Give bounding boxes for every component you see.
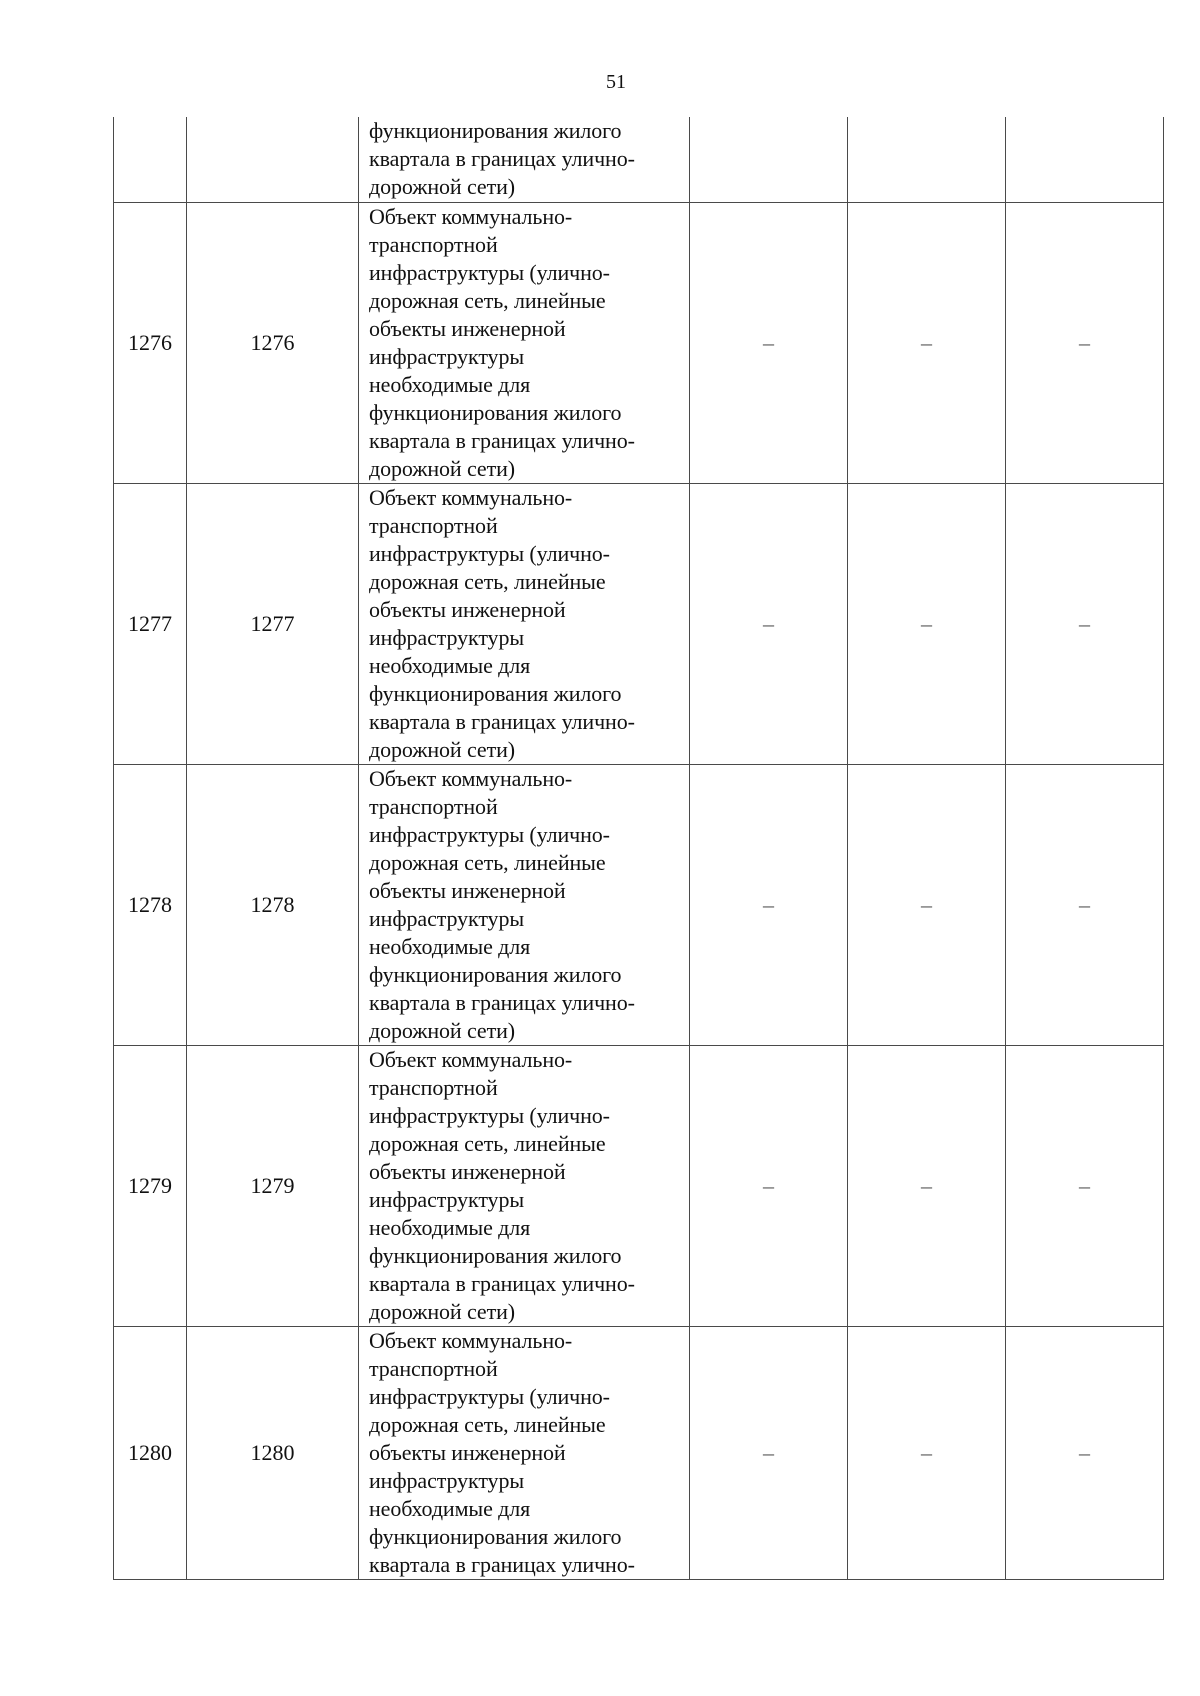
description-line: квартала в границах улично- xyxy=(369,1551,635,1577)
description-line: дорожная сеть, линейные xyxy=(369,1411,606,1437)
cell-col5: – xyxy=(848,1045,1006,1326)
description-line: объекты инженерной xyxy=(369,596,566,622)
description-line: транспортной xyxy=(369,231,498,257)
cell-col6: – xyxy=(1006,1045,1164,1326)
cell-col1: 1280 xyxy=(114,1326,187,1579)
cell-col6: – xyxy=(1006,764,1164,1045)
cell-col6: – xyxy=(1006,1326,1164,1579)
description-line: Объект коммунально- xyxy=(369,1327,573,1353)
cell-col6 xyxy=(1006,117,1164,202)
description-line: функционирования жилого xyxy=(369,1242,622,1268)
cell-col2: 1278 xyxy=(187,764,359,1045)
description-line: объекты инженерной xyxy=(369,1158,566,1184)
description-line: объекты инженерной xyxy=(369,877,566,903)
table-row xyxy=(114,764,1164,1045)
description-line: дорожной сети) xyxy=(369,455,516,481)
description-line: инфраструктуры xyxy=(369,905,525,931)
data-table xyxy=(113,117,1164,1580)
cell-col4: – xyxy=(690,1326,848,1579)
description-line: квартала в границах улично- xyxy=(369,989,635,1015)
description-line: транспортной xyxy=(369,793,498,819)
description-line: дорожная сеть, линейные xyxy=(369,849,606,875)
description-line: инфраструктуры (улично- xyxy=(369,821,610,847)
cell-col5: – xyxy=(848,483,1006,764)
description-line: необходимые для xyxy=(369,1495,531,1521)
table-row-continuation xyxy=(114,117,1164,202)
cell-col1: 1279 xyxy=(114,1045,187,1326)
cell-col2: 1279 xyxy=(187,1045,359,1326)
cell-description xyxy=(359,202,690,483)
cell-description xyxy=(359,483,690,764)
table-row xyxy=(114,202,1164,483)
description-line: квартала в границах улично- xyxy=(369,1270,635,1296)
description-line: дорожной сети) xyxy=(369,736,516,762)
description-line: транспортной xyxy=(369,512,498,538)
cell-col2 xyxy=(187,117,359,202)
cell-col5 xyxy=(848,117,1006,202)
cell-col1: 1276 xyxy=(114,202,187,483)
description-line: объекты инженерной xyxy=(369,1439,566,1465)
cell-col2: 1280 xyxy=(187,1326,359,1579)
cell-col4: – xyxy=(690,202,848,483)
cell-col5: – xyxy=(848,764,1006,1045)
description-line: инфраструктуры xyxy=(369,1186,525,1212)
description-line: дорожная сеть, линейные xyxy=(369,568,606,594)
description-line: инфраструктуры (улично- xyxy=(369,1383,610,1409)
description-line: объекты инженерной xyxy=(369,315,566,341)
cell-col1: 1277 xyxy=(114,483,187,764)
description-line: функционирования жилого xyxy=(369,118,622,143)
description-line: инфраструктуры xyxy=(369,1467,525,1493)
description-line: необходимые для xyxy=(369,371,531,397)
cell-col2: 1277 xyxy=(187,483,359,764)
table-row xyxy=(114,1326,1164,1579)
description-line: транспортной xyxy=(369,1074,498,1100)
description-line: дорожной сети) xyxy=(369,1298,516,1324)
cell-col2: 1276 xyxy=(187,202,359,483)
cell-col1: 1278 xyxy=(114,764,187,1045)
description-line: инфраструктуры xyxy=(369,624,525,650)
description-line: необходимые для xyxy=(369,652,531,678)
cell-col4: – xyxy=(690,1045,848,1326)
description-line: квартала в границах улично- xyxy=(369,427,635,453)
description-line: необходимые для xyxy=(369,1214,531,1240)
page-number: 51 xyxy=(606,71,626,93)
description-line: инфраструктуры (улично- xyxy=(369,540,610,566)
description-line: функционирования жилого xyxy=(369,399,622,425)
description-line: дорожная сеть, линейные xyxy=(369,1130,606,1156)
description-line: функционирования жилого xyxy=(369,1523,622,1549)
table-row xyxy=(114,1045,1164,1326)
description-line: инфраструктуры xyxy=(369,343,525,369)
description-line: инфраструктуры (улично- xyxy=(369,1102,610,1128)
cell-col6: – xyxy=(1006,202,1164,483)
cell-description xyxy=(359,1045,690,1326)
description-line: дорожной сети) xyxy=(369,1017,516,1043)
cell-description xyxy=(359,764,690,1045)
cell-col4: – xyxy=(690,483,848,764)
description-line: дорожная сеть, линейные xyxy=(369,287,606,313)
table-row xyxy=(114,483,1164,764)
cell-description xyxy=(359,1326,690,1579)
description-line: транспортной xyxy=(369,1355,498,1381)
description-line: квартала в границах улично- xyxy=(369,708,635,734)
cell-col4: – xyxy=(690,764,848,1045)
cell-col4 xyxy=(690,117,848,202)
cell-col6: – xyxy=(1006,483,1164,764)
cell-col5: – xyxy=(848,202,1006,483)
cell-description xyxy=(359,117,690,202)
description-line: дорожной сети) xyxy=(369,174,516,199)
description-line: Объект коммунально- xyxy=(369,484,573,510)
description-line: функционирования жилого xyxy=(369,961,622,987)
cell-col1 xyxy=(114,117,187,202)
cell-col5: – xyxy=(848,1326,1006,1579)
description-line: квартала в границах улично- xyxy=(369,146,635,171)
description-line: Объект коммунально- xyxy=(369,1046,573,1072)
description-line: функционирования жилого xyxy=(369,680,622,706)
description-line: Объект коммунально- xyxy=(369,203,573,229)
description-line: Объект коммунально- xyxy=(369,765,573,791)
description-line: необходимые для xyxy=(369,933,531,959)
description-line: инфраструктуры (улично- xyxy=(369,259,610,285)
